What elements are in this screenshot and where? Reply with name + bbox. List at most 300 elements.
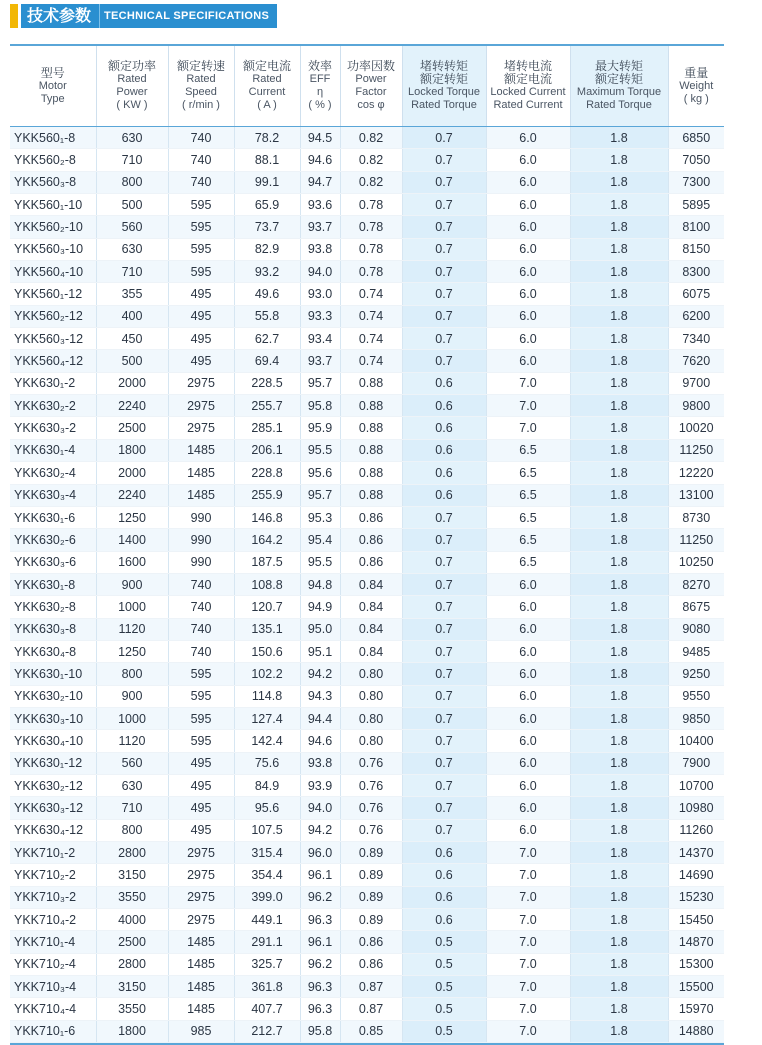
cell-current: 407.7 bbox=[234, 998, 300, 1020]
table-row bbox=[10, 417, 724, 439]
cell-speed: 1485 bbox=[168, 484, 234, 506]
cell-power: 4000 bbox=[96, 909, 168, 931]
cell-locked-torque-ratio: 0.7 bbox=[402, 216, 486, 238]
cell-locked-torque-ratio: 0.7 bbox=[402, 238, 486, 260]
header-line: EFF bbox=[309, 73, 331, 85]
cell-locked-current-ratio: 6.0 bbox=[486, 194, 570, 216]
cell-locked-torque-ratio: 0.7 bbox=[402, 573, 486, 595]
cell-power: 800 bbox=[96, 171, 168, 193]
cell-speed: 990 bbox=[168, 551, 234, 573]
cell-max-torque-ratio: 1.8 bbox=[570, 328, 668, 350]
cell-power: 1000 bbox=[96, 596, 168, 618]
table-row bbox=[10, 149, 724, 171]
cell-efficiency: 93.7 bbox=[300, 350, 340, 372]
cell-current: 399.0 bbox=[234, 886, 300, 908]
cell-model: YKK630₂-8 bbox=[10, 596, 96, 618]
cell-model: YKK710₂-2 bbox=[10, 864, 96, 886]
cell-power-factor: 0.87 bbox=[340, 976, 402, 998]
cell-max-torque-ratio: 1.8 bbox=[570, 462, 668, 484]
cell-locked-torque-ratio: 0.7 bbox=[402, 283, 486, 305]
table-row bbox=[10, 909, 724, 931]
header-line: Rated bbox=[186, 73, 216, 85]
cell-max-torque-ratio: 1.8 bbox=[570, 1020, 668, 1042]
header-line: 最大转矩 bbox=[594, 59, 643, 73]
cell-max-torque-ratio: 1.8 bbox=[570, 529, 668, 551]
table-row bbox=[10, 730, 724, 752]
cell-locked-torque-ratio: 0.7 bbox=[402, 596, 486, 618]
cell-efficiency: 95.9 bbox=[300, 417, 340, 439]
header-line: 重量 bbox=[684, 65, 709, 80]
cell-speed: 595 bbox=[168, 194, 234, 216]
table-row bbox=[10, 238, 724, 260]
cell-efficiency: 96.3 bbox=[300, 909, 340, 931]
cell-speed: 740 bbox=[168, 640, 234, 662]
cell-weight: 8730 bbox=[668, 506, 724, 528]
cell-speed: 495 bbox=[168, 774, 234, 796]
cell-model: YKK630₃-2 bbox=[10, 417, 96, 439]
cell-power: 900 bbox=[96, 685, 168, 707]
cell-locked-torque-ratio: 0.6 bbox=[402, 372, 486, 394]
cell-locked-torque-ratio: 0.6 bbox=[402, 886, 486, 908]
cell-speed: 495 bbox=[168, 328, 234, 350]
cell-power-factor: 0.82 bbox=[340, 171, 402, 193]
cell-power: 2800 bbox=[96, 953, 168, 975]
cell-power-factor: 0.76 bbox=[340, 797, 402, 819]
cell-efficiency: 94.9 bbox=[300, 596, 340, 618]
cell-locked-current-ratio: 6.0 bbox=[486, 819, 570, 841]
cell-locked-current-ratio: 7.0 bbox=[486, 998, 570, 1020]
cell-weight: 10700 bbox=[668, 774, 724, 796]
cell-speed: 595 bbox=[168, 730, 234, 752]
cell-locked-torque-ratio: 0.6 bbox=[402, 484, 486, 506]
cell-power: 1250 bbox=[96, 640, 168, 662]
cell-model: YKK710₄-2 bbox=[10, 909, 96, 931]
header-line: 型号 bbox=[40, 65, 65, 80]
cell-locked-current-ratio: 6.0 bbox=[486, 328, 570, 350]
table-row bbox=[10, 864, 724, 886]
cell-power: 2500 bbox=[96, 417, 168, 439]
cell-model: YKK710₁-4 bbox=[10, 931, 96, 953]
cell-weight: 7300 bbox=[668, 171, 724, 193]
cell-speed: 2975 bbox=[168, 864, 234, 886]
header-power-factor bbox=[340, 45, 402, 127]
cell-model: YKK630₂-10 bbox=[10, 685, 96, 707]
cell-weight: 14690 bbox=[668, 864, 724, 886]
cell-efficiency: 96.3 bbox=[300, 998, 340, 1020]
banner-title-en: TECHNICAL SPECIFICATIONS bbox=[99, 4, 277, 28]
table-row bbox=[10, 685, 724, 707]
cell-power-factor: 0.85 bbox=[340, 1020, 402, 1042]
cell-locked-torque-ratio: 0.6 bbox=[402, 842, 486, 864]
cell-locked-current-ratio: 6.0 bbox=[486, 238, 570, 260]
cell-model: YKK560₂-8 bbox=[10, 149, 96, 171]
cell-locked-torque-ratio: 0.7 bbox=[402, 149, 486, 171]
header-max-torque-ratio bbox=[570, 45, 668, 127]
header-line: ( r/min ) bbox=[182, 99, 220, 111]
cell-power: 1800 bbox=[96, 439, 168, 461]
cell-weight: 7050 bbox=[668, 149, 724, 171]
cell-power: 3150 bbox=[96, 976, 168, 998]
cell-locked-current-ratio: 7.0 bbox=[486, 976, 570, 998]
cell-max-torque-ratio: 1.8 bbox=[570, 216, 668, 238]
cell-locked-torque-ratio: 0.5 bbox=[402, 931, 486, 953]
cell-model: YKK630₁-8 bbox=[10, 573, 96, 595]
cell-locked-current-ratio: 6.0 bbox=[486, 350, 570, 372]
cell-weight: 15500 bbox=[668, 976, 724, 998]
banner-accent-bar bbox=[10, 4, 18, 28]
cell-weight: 15450 bbox=[668, 909, 724, 931]
cell-speed: 495 bbox=[168, 752, 234, 774]
cell-power-factor: 0.74 bbox=[340, 305, 402, 327]
cell-efficiency: 96.0 bbox=[300, 842, 340, 864]
cell-current: 228.5 bbox=[234, 372, 300, 394]
cell-max-torque-ratio: 1.8 bbox=[570, 618, 668, 640]
cell-speed: 990 bbox=[168, 506, 234, 528]
cell-power-factor: 0.76 bbox=[340, 819, 402, 841]
cell-model: YKK630₃-12 bbox=[10, 797, 96, 819]
cell-power: 710 bbox=[96, 261, 168, 283]
cell-locked-torque-ratio: 0.7 bbox=[402, 730, 486, 752]
cell-speed: 740 bbox=[168, 149, 234, 171]
cell-locked-torque-ratio: 0.5 bbox=[402, 1020, 486, 1042]
cell-model: YKK560₄-10 bbox=[10, 261, 96, 283]
cell-current: 212.7 bbox=[234, 1020, 300, 1042]
cell-power-factor: 0.89 bbox=[340, 909, 402, 931]
cell-efficiency: 94.2 bbox=[300, 663, 340, 685]
cell-weight: 9550 bbox=[668, 685, 724, 707]
cell-locked-torque-ratio: 0.7 bbox=[402, 618, 486, 640]
cell-locked-torque-ratio: 0.6 bbox=[402, 864, 486, 886]
cell-power-factor: 0.88 bbox=[340, 484, 402, 506]
cell-current: 84.9 bbox=[234, 774, 300, 796]
header-line: 额定功率 bbox=[107, 59, 156, 73]
spec-table-body bbox=[10, 127, 724, 1043]
cell-locked-torque-ratio: 0.7 bbox=[402, 685, 486, 707]
header-line: Rated bbox=[117, 73, 147, 85]
cell-locked-torque-ratio: 0.7 bbox=[402, 350, 486, 372]
cell-efficiency: 96.1 bbox=[300, 931, 340, 953]
cell-power-factor: 0.88 bbox=[340, 395, 402, 417]
header-line: Rated Torque bbox=[586, 99, 652, 111]
cell-locked-current-ratio: 6.0 bbox=[486, 149, 570, 171]
cell-locked-torque-ratio: 0.6 bbox=[402, 417, 486, 439]
cell-efficiency: 95.7 bbox=[300, 372, 340, 394]
table-row bbox=[10, 953, 724, 975]
cell-current: 354.4 bbox=[234, 864, 300, 886]
table-row bbox=[10, 774, 724, 796]
table-row bbox=[10, 395, 724, 417]
cell-weight: 7900 bbox=[668, 752, 724, 774]
cell-current: 82.9 bbox=[234, 238, 300, 260]
cell-locked-torque-ratio: 0.5 bbox=[402, 976, 486, 998]
cell-power-factor: 0.89 bbox=[340, 886, 402, 908]
cell-efficiency: 96.2 bbox=[300, 886, 340, 908]
header-line: ( % ) bbox=[308, 99, 332, 111]
cell-power: 500 bbox=[96, 194, 168, 216]
cell-speed: 2975 bbox=[168, 842, 234, 864]
cell-power-factor: 0.86 bbox=[340, 931, 402, 953]
cell-weight: 11250 bbox=[668, 529, 724, 551]
header-weight bbox=[668, 45, 724, 127]
cell-power: 710 bbox=[96, 797, 168, 819]
cell-speed: 2975 bbox=[168, 372, 234, 394]
cell-max-torque-ratio: 1.8 bbox=[570, 864, 668, 886]
cell-model: YKK560₂-10 bbox=[10, 216, 96, 238]
cell-power: 1250 bbox=[96, 506, 168, 528]
cell-locked-current-ratio: 6.0 bbox=[486, 707, 570, 729]
cell-max-torque-ratio: 1.8 bbox=[570, 886, 668, 908]
cell-locked-current-ratio: 6.0 bbox=[486, 663, 570, 685]
cell-efficiency: 93.3 bbox=[300, 305, 340, 327]
table-row bbox=[10, 529, 724, 551]
cell-locked-torque-ratio: 0.7 bbox=[402, 774, 486, 796]
cell-locked-torque-ratio: 0.7 bbox=[402, 261, 486, 283]
table-row bbox=[10, 439, 724, 461]
cell-max-torque-ratio: 1.8 bbox=[570, 730, 668, 752]
cell-model: YKK710₁-6 bbox=[10, 1020, 96, 1042]
cell-weight: 10020 bbox=[668, 417, 724, 439]
cell-weight: 8100 bbox=[668, 216, 724, 238]
cell-model: YKK710₂-4 bbox=[10, 953, 96, 975]
cell-weight: 10980 bbox=[668, 797, 724, 819]
cell-locked-torque-ratio: 0.7 bbox=[402, 819, 486, 841]
cell-locked-current-ratio: 6.0 bbox=[486, 685, 570, 707]
cell-current: 49.6 bbox=[234, 283, 300, 305]
cell-power-factor: 0.74 bbox=[340, 283, 402, 305]
header-model bbox=[10, 45, 96, 127]
cell-current: 108.8 bbox=[234, 573, 300, 595]
cell-speed: 740 bbox=[168, 127, 234, 149]
cell-speed: 1485 bbox=[168, 931, 234, 953]
cell-locked-torque-ratio: 0.7 bbox=[402, 663, 486, 685]
table-row bbox=[10, 506, 724, 528]
cell-current: 127.4 bbox=[234, 707, 300, 729]
cell-model: YKK560₃-10 bbox=[10, 238, 96, 260]
cell-locked-torque-ratio: 0.7 bbox=[402, 551, 486, 573]
cell-model: YKK630₄-8 bbox=[10, 640, 96, 662]
cell-max-torque-ratio: 1.8 bbox=[570, 953, 668, 975]
cell-speed: 740 bbox=[168, 596, 234, 618]
cell-locked-torque-ratio: 0.7 bbox=[402, 752, 486, 774]
cell-weight: 8150 bbox=[668, 238, 724, 260]
spec-table bbox=[10, 44, 724, 1043]
cell-max-torque-ratio: 1.8 bbox=[570, 194, 668, 216]
cell-locked-torque-ratio: 0.5 bbox=[402, 998, 486, 1020]
cell-model: YKK710₃-2 bbox=[10, 886, 96, 908]
cell-current: 315.4 bbox=[234, 842, 300, 864]
cell-power-factor: 0.82 bbox=[340, 127, 402, 149]
cell-current: 78.2 bbox=[234, 127, 300, 149]
cell-model: YKK630₄-10 bbox=[10, 730, 96, 752]
cell-speed: 2975 bbox=[168, 886, 234, 908]
header-current bbox=[234, 45, 300, 127]
header-line: Speed bbox=[185, 86, 217, 98]
cell-max-torque-ratio: 1.8 bbox=[570, 439, 668, 461]
cell-efficiency: 93.8 bbox=[300, 238, 340, 260]
cell-model: YKK630₂-2 bbox=[10, 395, 96, 417]
header-line: cos φ bbox=[357, 99, 385, 111]
cell-power: 1120 bbox=[96, 618, 168, 640]
cell-speed: 595 bbox=[168, 707, 234, 729]
cell-locked-torque-ratio: 0.6 bbox=[402, 462, 486, 484]
cell-power: 800 bbox=[96, 819, 168, 841]
cell-power: 500 bbox=[96, 350, 168, 372]
section-banner bbox=[10, 4, 277, 28]
cell-weight: 8675 bbox=[668, 596, 724, 618]
cell-model: YKK630₃-4 bbox=[10, 484, 96, 506]
header-line: Factor bbox=[355, 86, 387, 98]
cell-weight: 9250 bbox=[668, 663, 724, 685]
cell-speed: 740 bbox=[168, 171, 234, 193]
cell-power: 3550 bbox=[96, 886, 168, 908]
spec-table-header bbox=[10, 45, 724, 127]
header-speed bbox=[168, 45, 234, 127]
header-locked-current-ratio bbox=[486, 45, 570, 127]
cell-max-torque-ratio: 1.8 bbox=[570, 797, 668, 819]
cell-weight: 8300 bbox=[668, 261, 724, 283]
cell-speed: 595 bbox=[168, 238, 234, 260]
cell-power-factor: 0.80 bbox=[340, 685, 402, 707]
cell-efficiency: 94.2 bbox=[300, 819, 340, 841]
cell-current: 88.1 bbox=[234, 149, 300, 171]
cell-weight: 5895 bbox=[668, 194, 724, 216]
header-line: 额定转速 bbox=[176, 59, 225, 73]
cell-efficiency: 93.7 bbox=[300, 216, 340, 238]
cell-max-torque-ratio: 1.8 bbox=[570, 909, 668, 931]
cell-max-torque-ratio: 1.8 bbox=[570, 551, 668, 573]
table-row bbox=[10, 819, 724, 841]
cell-weight: 9080 bbox=[668, 618, 724, 640]
cell-power: 1600 bbox=[96, 551, 168, 573]
cell-locked-current-ratio: 6.5 bbox=[486, 439, 570, 461]
table-row bbox=[10, 842, 724, 864]
cell-speed: 595 bbox=[168, 685, 234, 707]
cell-current: 65.9 bbox=[234, 194, 300, 216]
cell-current: 150.6 bbox=[234, 640, 300, 662]
header-row bbox=[10, 45, 724, 127]
header-line: Power bbox=[355, 73, 387, 85]
cell-locked-torque-ratio: 0.7 bbox=[402, 127, 486, 149]
cell-locked-torque-ratio: 0.7 bbox=[402, 707, 486, 729]
header-line: 功率因数 bbox=[346, 59, 395, 73]
cell-current: 187.5 bbox=[234, 551, 300, 573]
cell-max-torque-ratio: 1.8 bbox=[570, 395, 668, 417]
cell-weight: 15300 bbox=[668, 953, 724, 975]
cell-model: YKK560₁-12 bbox=[10, 283, 96, 305]
cell-efficiency: 96.2 bbox=[300, 953, 340, 975]
cell-model: YKK710₁-2 bbox=[10, 842, 96, 864]
cell-power-factor: 0.86 bbox=[340, 953, 402, 975]
cell-model: YKK560₂-12 bbox=[10, 305, 96, 327]
cell-max-torque-ratio: 1.8 bbox=[570, 484, 668, 506]
table-row bbox=[10, 886, 724, 908]
cell-locked-torque-ratio: 0.6 bbox=[402, 439, 486, 461]
cell-max-torque-ratio: 1.8 bbox=[570, 149, 668, 171]
header-line: Rated bbox=[252, 73, 282, 85]
cell-power: 2800 bbox=[96, 842, 168, 864]
cell-max-torque-ratio: 1.8 bbox=[570, 976, 668, 998]
cell-max-torque-ratio: 1.8 bbox=[570, 774, 668, 796]
cell-speed: 1485 bbox=[168, 953, 234, 975]
cell-max-torque-ratio: 1.8 bbox=[570, 573, 668, 595]
cell-locked-current-ratio: 6.0 bbox=[486, 305, 570, 327]
cell-speed: 2975 bbox=[168, 417, 234, 439]
cell-speed: 740 bbox=[168, 573, 234, 595]
table-row bbox=[10, 171, 724, 193]
cell-current: 93.2 bbox=[234, 261, 300, 283]
table-row bbox=[10, 261, 724, 283]
cell-efficiency: 95.6 bbox=[300, 462, 340, 484]
cell-power: 900 bbox=[96, 573, 168, 595]
cell-power: 630 bbox=[96, 127, 168, 149]
cell-locked-current-ratio: 6.0 bbox=[486, 774, 570, 796]
cell-current: 255.9 bbox=[234, 484, 300, 506]
cell-speed: 2975 bbox=[168, 909, 234, 931]
cell-weight: 15230 bbox=[668, 886, 724, 908]
cell-max-torque-ratio: 1.8 bbox=[570, 819, 668, 841]
cell-current: 255.7 bbox=[234, 395, 300, 417]
cell-model: YKK630₁-10 bbox=[10, 663, 96, 685]
cell-power-factor: 0.86 bbox=[340, 551, 402, 573]
cell-power: 3150 bbox=[96, 864, 168, 886]
cell-efficiency: 94.4 bbox=[300, 707, 340, 729]
cell-power-factor: 0.84 bbox=[340, 573, 402, 595]
table-row bbox=[10, 194, 724, 216]
header-locked-torque-ratio bbox=[402, 45, 486, 127]
header-line: 额定转矩 bbox=[594, 72, 643, 86]
cell-weight: 12220 bbox=[668, 462, 724, 484]
cell-power-factor: 0.76 bbox=[340, 752, 402, 774]
cell-locked-current-ratio: 7.0 bbox=[486, 842, 570, 864]
header-line: Power bbox=[116, 86, 148, 98]
cell-max-torque-ratio: 1.8 bbox=[570, 305, 668, 327]
cell-current: 99.1 bbox=[234, 171, 300, 193]
table-row bbox=[10, 618, 724, 640]
header-line: Motor bbox=[38, 79, 67, 92]
cell-efficiency: 95.5 bbox=[300, 551, 340, 573]
cell-current: 55.8 bbox=[234, 305, 300, 327]
cell-weight: 11260 bbox=[668, 819, 724, 841]
header-line: η bbox=[316, 86, 324, 98]
cell-current: 114.8 bbox=[234, 685, 300, 707]
cell-power-factor: 0.86 bbox=[340, 529, 402, 551]
cell-max-torque-ratio: 1.8 bbox=[570, 685, 668, 707]
cell-efficiency: 94.6 bbox=[300, 149, 340, 171]
cell-weight: 6075 bbox=[668, 283, 724, 305]
cell-speed: 1485 bbox=[168, 439, 234, 461]
cell-efficiency: 94.5 bbox=[300, 127, 340, 149]
cell-current: 73.7 bbox=[234, 216, 300, 238]
cell-max-torque-ratio: 1.8 bbox=[570, 707, 668, 729]
cell-locked-current-ratio: 7.0 bbox=[486, 909, 570, 931]
cell-current: 135.1 bbox=[234, 618, 300, 640]
cell-power: 400 bbox=[96, 305, 168, 327]
table-row bbox=[10, 462, 724, 484]
cell-power-factor: 0.78 bbox=[340, 261, 402, 283]
cell-weight: 8270 bbox=[668, 573, 724, 595]
cell-speed: 495 bbox=[168, 819, 234, 841]
cell-power: 560 bbox=[96, 216, 168, 238]
cell-speed: 990 bbox=[168, 529, 234, 551]
header-line: 堵转电流 bbox=[503, 59, 552, 73]
header-line: Rated Torque bbox=[411, 99, 477, 111]
cell-model: YKK630₂-4 bbox=[10, 462, 96, 484]
table-row bbox=[10, 707, 724, 729]
cell-max-torque-ratio: 1.8 bbox=[570, 261, 668, 283]
cell-locked-current-ratio: 7.0 bbox=[486, 417, 570, 439]
table-row bbox=[10, 640, 724, 662]
cell-model: YKK630₄-12 bbox=[10, 819, 96, 841]
